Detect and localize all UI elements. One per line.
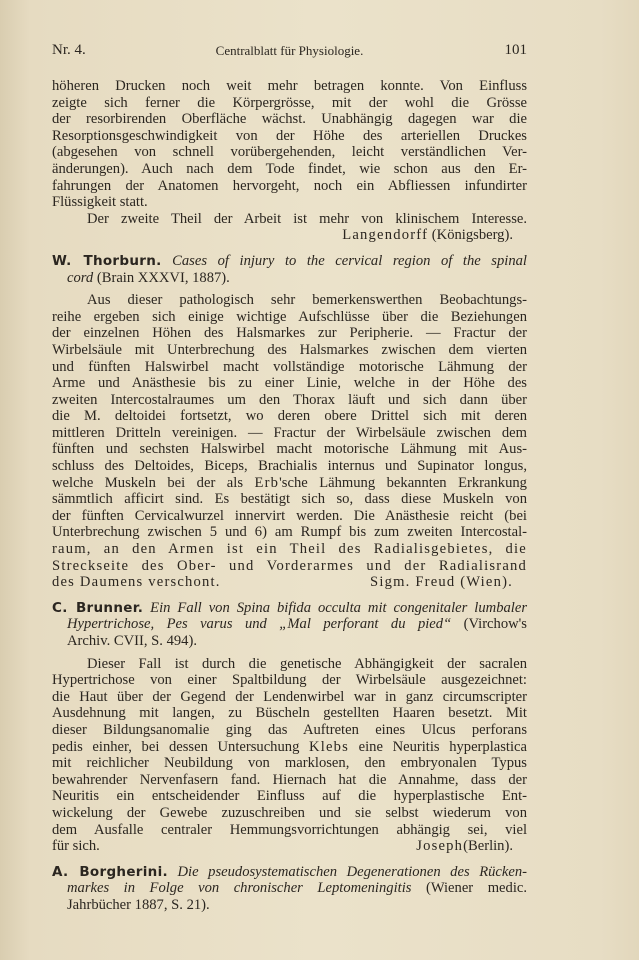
text-line	[52, 633, 527, 650]
text-segment: pedis einher, bei dessen Untersuchung	[52, 738, 309, 755]
text-line	[52, 616, 527, 633]
author-name: C. Brunner.	[52, 599, 144, 616]
text-line	[52, 78, 527, 95]
text-line	[52, 359, 527, 376]
text-segment: welche Muskeln bei der als	[52, 474, 255, 491]
text-segment: Archiv. CVII, S. 494).	[67, 633, 197, 649]
text-segment: Jahrbücher 1887, S. 21).	[67, 896, 210, 913]
text-segment: Resorptionsgeschwindigkeit von der Höhe des arteriellen Druckes	[52, 127, 527, 144]
text-line	[52, 524, 527, 541]
article-title: cord	[67, 269, 94, 286]
text-segment: Aus dieser pathologisch sehr bemerkenswerthen Beobachtungs-	[87, 292, 527, 309]
text-line	[52, 425, 527, 442]
reviewer-signature: Joseph	[416, 838, 464, 855]
page-number: 101	[504, 42, 527, 58]
text-line	[52, 574, 527, 591]
text-segment: der einzelnen Höhen des Halsmarkes zur Peripherie. — Fractur der	[52, 325, 527, 342]
text-line	[52, 838, 527, 855]
text-segment	[168, 864, 178, 880]
text-segment: die Haut über der Gegend der Lendenwirbel war in ganz circumscripter	[52, 688, 527, 705]
text-line	[52, 392, 527, 409]
text-line	[52, 161, 527, 178]
text-segment: zeigte sich ferner die Körpergrösse, mit der wohl die Grösse	[52, 94, 527, 111]
page-body	[52, 78, 527, 914]
text-line	[52, 805, 527, 822]
text-line	[52, 600, 527, 617]
text-line	[52, 227, 527, 244]
article-title: Die pseudosystematischen Degenerationen des Rücken-	[177, 863, 527, 880]
text-segment: raum, an den Armen ist ein Theil des Radialisgebietes, die	[52, 541, 527, 558]
text-segment	[162, 253, 173, 269]
text-line	[52, 656, 527, 673]
author-name: A. Borgherini.	[52, 863, 168, 880]
text-line	[52, 705, 527, 722]
text-line	[52, 375, 527, 392]
review-thorburn	[52, 253, 527, 591]
text-segment: 'sche Lähmung bekannten Erkrankung	[279, 474, 527, 491]
text-line	[52, 253, 527, 270]
text-line	[52, 309, 527, 326]
text-segment: sämmtlich afficirt sind. Es bestätigt sich so, dass diese Muskeln von	[52, 491, 527, 508]
text-segment: (Brain XXXVI, 1887).	[93, 269, 230, 286]
text-segment: für sich.	[52, 838, 100, 855]
text-segment: höheren Drucken noch weit mehr betragen konnte. Von Einfluss	[52, 78, 527, 94]
text-line	[52, 558, 527, 575]
running-header	[52, 42, 527, 62]
paragraph-continuation	[52, 78, 527, 244]
text-segment: (abgesehen von schnell vorübergehenden, leicht verständlichen Ver-	[52, 144, 527, 161]
text-segment: der fünften Cervicalwurzel innervirt werden. Die Anästhesie reicht (bei	[52, 507, 527, 524]
text-segment: Erb	[254, 474, 280, 491]
text-line	[52, 772, 527, 789]
text-line	[52, 689, 527, 706]
article-title: Cases of injury to the cervical region of the spinal	[172, 252, 527, 269]
text-line	[52, 292, 527, 309]
text-line	[52, 755, 527, 772]
article-title: Hypertrichose, Pes varus und „Mal perforant du pied“	[67, 616, 452, 633]
text-line	[52, 95, 527, 112]
text-segment: (Virchow's	[451, 616, 527, 633]
text-segment: fahrungen der Anatomen hervorgeht, noch ein Abfliessen infundirter	[52, 177, 527, 194]
text-segment: (Wiener medic.	[411, 880, 527, 897]
review-brunner	[52, 600, 527, 855]
text-segment: Der zweite Theil der Arbeit ist mehr von klinischem Interesse.	[87, 210, 527, 227]
text-segment: und fünften Halswirbel macht vollständige motorische Lähmung der	[52, 358, 527, 375]
text-line	[52, 458, 527, 475]
text-line	[52, 491, 527, 508]
text-segment: reihe ergeben sich einige wichtige Aufschlüsse über die Beziehungen	[52, 308, 527, 325]
text-line	[52, 270, 527, 287]
text-segment: fünften und sechsten Halswirbel macht motorische Lähmung mit Aus-	[52, 441, 527, 458]
text-line	[52, 541, 527, 558]
text-segment: Streckseite des Ober- und Vorderarmes und der Radialisrand	[52, 557, 527, 574]
reviewer-signature: (Berlin).	[463, 838, 513, 855]
text-segment: Langendorff	[342, 227, 429, 244]
review-borgherini	[52, 864, 527, 914]
text-line	[52, 441, 527, 458]
text-line	[52, 672, 527, 689]
text-segment: Ausdehnung mit langen, zu Büscheln gestellten Haaren besetzt. Mit	[52, 705, 527, 722]
text-line	[52, 144, 527, 161]
text-segment: Neuritis ein entscheidender Einfluss auf die hyperplastische Ent-	[52, 788, 527, 805]
text-line	[52, 342, 527, 359]
text-segment: Flüssigkeit statt.	[52, 194, 148, 211]
text-line	[52, 508, 527, 525]
text-line	[52, 128, 527, 145]
text-line	[52, 408, 527, 425]
text-segment: Wirbelsäule mit Unterbrechung des Halsmarkes zwischen dem vierten	[52, 341, 527, 358]
text-line	[52, 325, 527, 342]
text-segment: des Daumens verschont.	[52, 574, 221, 591]
article-title: markes in Folge von chronischer Leptomeningitis	[67, 880, 412, 897]
text-segment: eine Neuritis hyperplastica	[349, 738, 527, 755]
text-line	[52, 788, 527, 805]
text-line	[52, 880, 527, 897]
issue-number: Nr. 4.	[52, 42, 86, 58]
text-segment: mittleren Dritteln vereinigen. — Fractur der Wirbelsäule zwischen dem	[52, 424, 527, 441]
text-segment: wickelung der Gewebe zuzuschreiben und sie selbst wiederum von	[52, 804, 527, 821]
text-segment: Arme und Anästhesie bis zu einer Linie, welche in der Höhe des	[52, 375, 527, 392]
text-segment: änderungen). Auch nach dem Tode findet, wie schon aus den Er-	[52, 160, 527, 177]
text-line	[52, 194, 527, 211]
author-name: W. Thorburn.	[52, 252, 162, 269]
text-segment: schluss des Deltoides, Biceps, Brachialis internus und Supinator longus,	[52, 458, 527, 475]
text-segment: die M. deltoidei fortsetzt, wo deren obere Drittel sich mit deren	[52, 408, 527, 425]
text-segment: Dieser Fall ist durch die genetische Abhängigkeit der sacralen	[87, 655, 527, 672]
text-segment: bewahrender Nervenfasern fand. Hiernach hat die Annahme, dass der	[52, 771, 527, 788]
text-segment: mit reichlicher Neubildung von marklosen, den embryonalen Typus	[52, 755, 527, 772]
text-segment: (Königsberg).	[428, 227, 513, 244]
journal-title: Centralblatt für Physiologie.	[215, 43, 364, 58]
text-segment: dem Ausfalle centraler Hemmungsvorrichtungen abhängig sei, viel	[52, 821, 527, 838]
text-line	[52, 111, 527, 128]
text-line	[52, 475, 527, 492]
text-line	[52, 864, 527, 881]
text-segment: Klebs	[308, 738, 350, 755]
text-line	[52, 722, 527, 739]
text-segment: zweiten Intercostalraumes um den Thorax läuft und sich dann über	[52, 391, 527, 408]
text-segment: Unterbrechung zwischen 5 und 6) am Rumpf bis zum zweiten Intercostal-	[52, 524, 527, 541]
text-line	[52, 897, 527, 914]
text-segment: dieser Bildungsanomalie ging das Auftreten eines Ulcus perforans	[52, 721, 527, 738]
text-segment: Hypertrichose von einer Spaltbildung der Wirbelsäule ausgezeichnet:	[52, 672, 527, 689]
text-segment: der resorbirenden Oberfläche wächst. Unabhängig dagegen war die	[52, 111, 527, 128]
text-line	[52, 178, 527, 195]
article-title: Ein Fall von Spina bifida occulta mit congenitaler lumbaler	[150, 599, 527, 616]
reviewer-signature: Sigm. Freud (Wien).	[370, 574, 513, 591]
text-line	[52, 739, 527, 756]
text-line	[52, 822, 527, 839]
text-line	[52, 211, 527, 228]
